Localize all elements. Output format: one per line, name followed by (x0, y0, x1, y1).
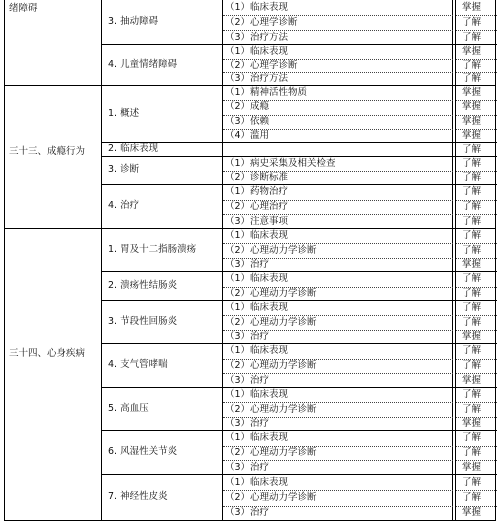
row-divider (456, 243, 497, 244)
topic-divider (102, 271, 497, 272)
requirement-level: 了解 (462, 404, 482, 415)
column-divider (101, 0, 102, 520)
topic-divider (102, 474, 497, 475)
point-text: （1）临床表现 (225, 477, 289, 488)
column-divider (222, 0, 223, 520)
point-text: （3）治疗 (225, 507, 270, 518)
topic-label: 3. 抽动障碍 (108, 15, 159, 27)
row-divider (456, 373, 497, 374)
point-text: （3）治疗 (225, 462, 270, 473)
requirement-level: 了解 (462, 432, 482, 443)
row-divider (456, 490, 497, 491)
row-divider (223, 30, 453, 31)
requirement-level: 了解 (462, 158, 482, 169)
requirement-level: 掌握 (462, 507, 482, 518)
requirement-level: 了解 (462, 73, 482, 84)
topic-label: 1. 概述 (108, 107, 140, 119)
point-text: （3）治疗方法 (225, 32, 289, 43)
row-divider (456, 30, 497, 31)
requirement-level: 了解 (462, 477, 482, 488)
point-text: （2）心理动力学诊断 (225, 360, 317, 371)
topic-divider (102, 387, 497, 388)
requirement-level: 了解 (462, 60, 482, 71)
point-text: （2）心理学诊断 (225, 17, 298, 28)
point-text: （2）心理动力学诊断 (225, 492, 317, 503)
requirement-level: 掌握 (462, 2, 482, 13)
topic-divider (102, 184, 497, 185)
point-text: （2）心理动力学诊断 (225, 447, 317, 458)
point-text: （1）精神活性物质 (225, 87, 308, 98)
point-text: （3）治疗 (225, 331, 270, 342)
topic-divider (102, 430, 497, 431)
topic-divider (102, 300, 497, 301)
requirement-level: 了解 (462, 273, 482, 284)
point-text: （4）滥用 (225, 130, 270, 141)
row-divider (223, 402, 453, 403)
syllabus-table (4, 0, 496, 521)
row-divider (456, 315, 497, 316)
row-divider (223, 214, 453, 215)
topic-label: 1. 胃及十二指肠溃疡 (108, 243, 197, 255)
requirement-level: 掌握 (462, 259, 482, 270)
requirement-level: 了解 (462, 216, 482, 227)
topic-divider (102, 44, 497, 45)
point-text: （1）临床表现 (225, 2, 289, 13)
topic-label: 2. 溃疡性结肠炎 (108, 279, 178, 291)
point-text: （3）治疗 (225, 418, 270, 429)
topic-label: 5. 高血压 (108, 402, 149, 414)
row-divider (223, 15, 453, 16)
point-text: （2）成瘾 (225, 101, 270, 112)
requirement-level: 掌握 (462, 130, 482, 141)
topic-label: 7. 神经性皮炎 (108, 491, 168, 502)
requirement-level: 掌握 (462, 116, 482, 127)
point-text: （1）临床表现 (225, 46, 289, 57)
point-text: （1）临床表现 (225, 230, 289, 241)
requirement-level: 掌握 (462, 331, 482, 342)
requirement-level: 了解 (462, 144, 482, 155)
requirement-level: 掌握 (462, 87, 482, 98)
requirement-level: 掌握 (462, 462, 482, 473)
requirement-level: 了解 (462, 492, 482, 503)
section-divider (5, 228, 495, 229)
requirement-level: 了解 (462, 201, 482, 212)
requirement-level: 了解 (462, 302, 482, 313)
topic-divider (102, 156, 497, 157)
section-divider (5, 85, 495, 86)
requirement-level: 了解 (462, 17, 482, 28)
row-divider (223, 460, 453, 461)
requirement-level: 掌握 (462, 101, 482, 112)
point-text: （2）心理动力学诊断 (225, 245, 317, 256)
topic-label: 4. 儿童情绪障碍 (108, 58, 178, 70)
requirement-level: 了解 (462, 288, 482, 299)
requirement-level: 了解 (462, 345, 482, 356)
row-divider (223, 490, 453, 491)
point-text: （2）心理动力学诊断 (225, 317, 317, 328)
requirement-level: 了解 (462, 186, 482, 197)
requirement-level: 掌握 (462, 418, 482, 429)
row-divider (223, 373, 453, 374)
point-text: （1）临床表现 (225, 302, 289, 313)
section-title: 三十四、心身疾病 (9, 348, 86, 359)
section-title: 绪障碍 (9, 3, 38, 14)
point-text: （2）诊断标准 (225, 172, 289, 183)
point-text: （1）临床表现 (225, 389, 289, 400)
requirement-level: 了解 (462, 447, 482, 458)
row-divider (456, 214, 497, 215)
requirement-level: 掌握 (462, 375, 482, 386)
topic-divider (102, 142, 497, 143)
row-divider (223, 315, 453, 316)
point-text: （2）心理学诊断 (225, 60, 298, 71)
section-title: 三十三、成瘾行为 (9, 146, 86, 157)
point-text: （2）心理动力学诊断 (225, 404, 317, 415)
row-divider (456, 15, 497, 16)
column-divider (455, 0, 456, 520)
requirement-level: 了解 (462, 245, 482, 256)
point-text: （1）药物治疗 (225, 186, 289, 197)
point-text: （1）临床表现 (225, 432, 289, 443)
requirement-level: 了解 (462, 389, 482, 400)
point-text: （3）治疗方法 (225, 73, 289, 84)
topic-label: 3. 节段性回肠炎 (108, 315, 178, 327)
point-text: （3）依赖 (225, 116, 270, 127)
topic-label: 4. 支气管哮喘 (108, 359, 168, 370)
requirement-level: 了解 (462, 317, 482, 328)
row-divider (456, 402, 497, 403)
requirement-level: 了解 (462, 32, 482, 43)
topic-divider (102, 343, 497, 344)
point-text: （2）心理治疗 (225, 201, 289, 212)
point-text: （3）治疗 (225, 375, 270, 386)
point-text: （1）病史采集及相关检查 (225, 158, 336, 169)
topic-label: 6. 风湿性关节炎 (108, 446, 178, 457)
topic-label: 4. 治疗 (108, 200, 140, 211)
row-divider (456, 460, 497, 461)
point-text: （2）心理动力学诊断 (225, 288, 317, 299)
point-text: （3）注意事项 (225, 216, 289, 227)
row-divider (223, 243, 453, 244)
point-text: （1）临床表现 (225, 345, 289, 356)
topic-label: 3. 诊断 (108, 164, 140, 175)
point-text: （3）治疗 (225, 259, 270, 270)
topic-label: 2. 临床表现 (108, 143, 159, 154)
requirement-level: 了解 (462, 230, 482, 241)
requirement-level: 了解 (462, 172, 482, 183)
requirement-level: 掌握 (462, 46, 482, 57)
point-text: （1）临床表现 (225, 273, 289, 284)
column-divider (452, 0, 453, 520)
requirement-level: 了解 (462, 360, 482, 371)
